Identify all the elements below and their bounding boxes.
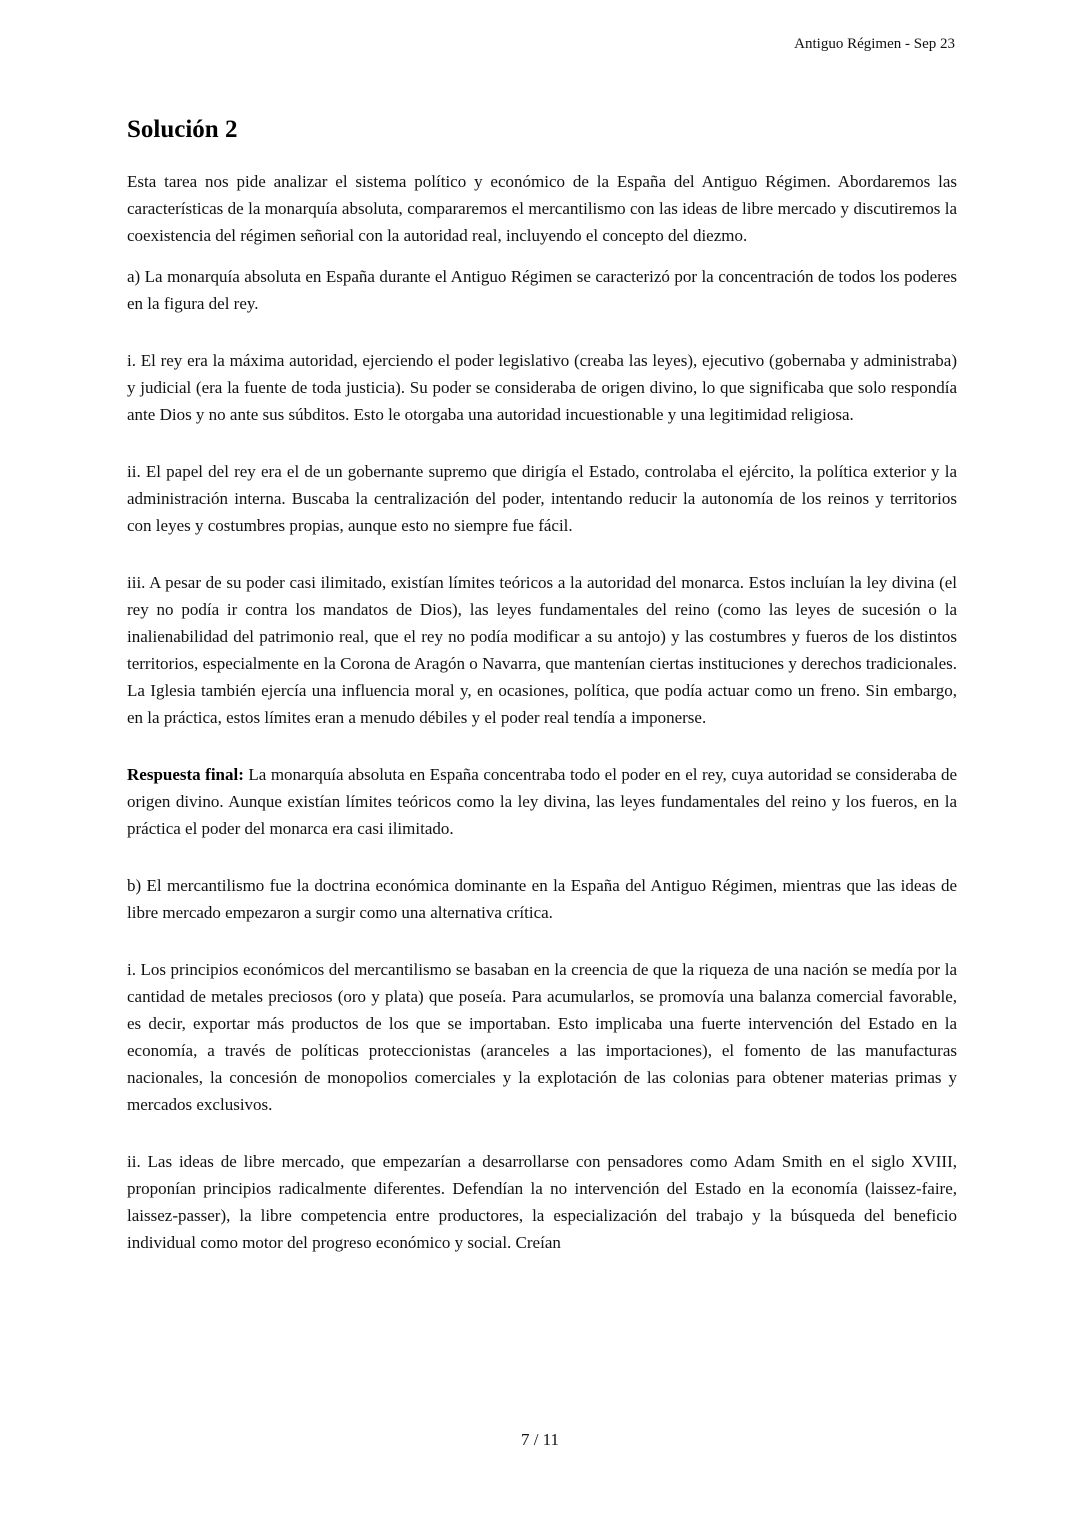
paragraph-text: ii. El papel del rey era el de un gobernante supremo que dirigía el Estado, controlaba el ejército, la política exterior y la administración interna. Buscaba la centralización del poder, intentando reducir la autonomía de los reinos y territorios con leyes y costumbres propias, aunque esto no siempre fue fácil. [127, 462, 957, 535]
paragraph-intro [127, 168, 957, 249]
page-footer: 7 / 11 [520, 1430, 560, 1449]
paragraph-text: i. El rey era la máxima autoridad, ejerciendo el poder legislativo (creaba las leyes), ejecutivo (gobernaba y administraba) y judicial (era la fuente de toda justicia). Su poder se consideraba de origen divino, lo que significaba que solo respondía ante Dios y no ante sus súbditos. Esto le otorgaba una autoridad incuestionable y una legitimidad religiosa. [127, 351, 957, 424]
paragraph-text: i. Los principios económicos del mercantilismo se basaban en la creencia de que la riqueza de una nación se medía por la cantidad de metales preciosos (oro y plata) que poseía. Para acumularlos, se promovía una balanza comercial favorable, es decir, exportar más productos de los que se importaban. Esto implicaba una fuerte intervención del Estado en la economía, a través de políticas proteccionistas (aranceles a las importaciones), el fomento de las manufacturas nacionales, la concesión de monopolios comerciales y la explotación de las colonias para obtener materias primas y mercados exclusivos. [127, 960, 957, 1114]
respuesta-final-label: Respuesta final: [127, 765, 244, 784]
page-header: Antiguo Régimen - Sep 23 [794, 36, 955, 52]
paragraph-respuesta-final [127, 761, 957, 842]
paragraph-b-item-i [127, 956, 957, 1118]
paragraph-a-item-i [127, 347, 957, 428]
paragraph-a-item-ii [127, 458, 957, 539]
paragraph-b-item-ii [127, 1148, 957, 1256]
document-content [127, 116, 957, 1256]
paragraph-text: a) La monarquía absoluta en España durante el Antiguo Régimen se caracterizó por la concentración de todos los poderes en la figura del rey. [127, 267, 957, 313]
paragraph-text: b) El mercantilismo fue la doctrina económica dominante en la España del Antiguo Régimen, mientras que las ideas de libre mercado empezaron a surgir como una alternativa crítica. [127, 876, 957, 922]
paragraph-part-a [127, 263, 957, 317]
paragraph-text: La monarquía absoluta en España concentraba todo el poder en el rey, cuya autoridad se consideraba de origen divino. Aunque existían límites teóricos como la ley divina, las leyes fundamentales del reino y los fueros, en la práctica el poder del monarca era casi ilimitado. [127, 765, 957, 838]
paragraph-a-item-iii [127, 569, 957, 731]
paragraph-text: ii. Las ideas de libre mercado, que empezarían a desarrollarse con pensadores como Adam Smith en el siglo XVIII, proponían principios radicalmente diferentes. Defendían la no intervención del Estado en la economía (laissez-faire, laissez-passer), la libre competencia entre productores, la especialización del trabajo y la búsqueda del beneficio individual como motor del progreso económico y social. Creían [127, 1152, 957, 1252]
page-title: Solución 2 [127, 116, 238, 143]
paragraph-part-b [127, 872, 957, 926]
paragraph-text: Esta tarea nos pide analizar el sistema político y económico de la España del Antiguo Régimen. Abordaremos las características de la monarquía absoluta, compararemos el mercantilismo con las ideas de libre mercado y discutiremos la coexistencia del régimen señorial con la autoridad real, incluyendo el concepto del diezmo. [127, 172, 957, 245]
paragraph-text: iii. A pesar de su poder casi ilimitado, existían límites teóricos a la autoridad del monarca. Estos incluían la ley divina (el rey no podía ir contra los mandatos de Dios), las leyes fundamentales del reino (como las leyes de sucesión o la inalienabilidad del patrimonio real, que el rey no podía modificar a su antojo) y las costumbres y fueros de los distintos territorios, especialmente en la Corona de Aragón o Navarra, que mantenían ciertas instituciones y derechos tradicionales. La Iglesia también ejercía una influencia moral y, en ocasiones, política, que podía actuar como un freno. Sin embargo, en la práctica, estos límites eran a menudo débiles y el poder real tendía a imponerse. [127, 573, 957, 727]
